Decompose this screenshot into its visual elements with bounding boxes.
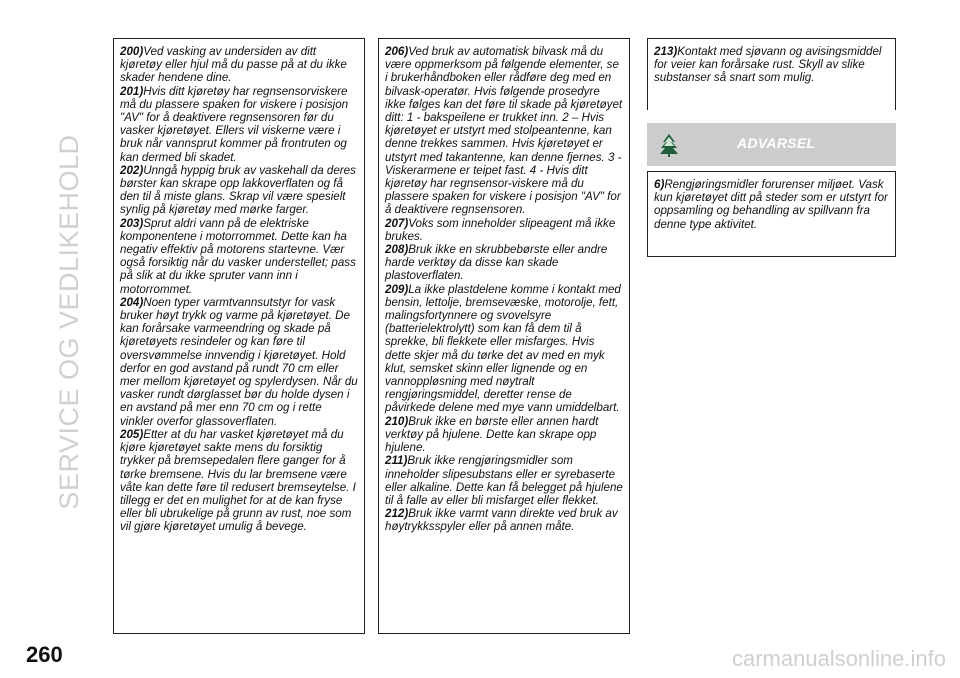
note-text: Bruk ikke rengjøringsmidler som inneholder slipesubstans eller er syrebaserte eller alkaline. Dette kan få belegget på hjulene til å falle av eller bli misfarget eller flekket. xyxy=(385,454,623,507)
note-211 xyxy=(385,454,623,507)
page-number: 260 xyxy=(26,642,63,667)
note-205 xyxy=(120,428,358,534)
note-209 xyxy=(385,283,623,415)
note-text: Bruk ikke en børste eller annen hardt verktøy på hjulene. Dette kan skrape opp hjulene. xyxy=(385,414,599,455)
warning-notes xyxy=(647,171,896,257)
notes-column-2 xyxy=(378,38,630,634)
note-text: Noen typer varmtvannsutstyr for vask bruker høyt trykk og varme på kjøretøyet. De kan forårsake varmeendring og skade på kjøretøyets resindeler og kan føre til oversvømmelse innvendig i kjøretøyet. Hold derfor en god avstand på rundt 70 cm eller mer mellom kjøretøyet og spylerdysen. Når du vasker rundt dørglasset bør du holde dysen i en avstand på mer enn 70 cm og i rette vinkler overfor glassoverflaten. xyxy=(120,295,358,428)
note-number: 212) xyxy=(385,507,409,521)
note-text: Voks som inneholder slipeagent må ikke brukes. xyxy=(385,216,616,243)
note-number: 209) xyxy=(385,282,409,296)
note-text: Ved bruk av automatisk bilvask må du være oppmerksom på følgende elementer, se i brukerhåndboken eller rådføre deg med en bilvask-operatør. Hvis følgende prosedyre ikke følges kan det føre til skade på kjøretøyet ditt: 1 - bakspeilene er trukket inn. 2 – Hvis kjøretøyet er utstyrt med stolpeantenne, kan denne trekkes sammen. Hvis kjøretøyet er utstyrt med takantenne, kan denne fjernes. 3 - Viskerarmene er teipet fast. 4 - Hvis ditt kjøretøy har regnsensor-viskere må du plassere spaken for viskere i posisjon "AV" for å deaktivere regnsensoren. xyxy=(385,45,623,217)
note-200 xyxy=(120,45,358,85)
note-number: 200) xyxy=(120,45,144,58)
warning-header xyxy=(647,123,896,166)
note-number: 206) xyxy=(385,45,409,58)
note-number: 211) xyxy=(385,454,408,468)
note-210 xyxy=(385,415,623,455)
note-text: Kontakt med sjøvann og avisingsmiddel for veier kan forårsake rust. Skyll av slike substanser så snart som mulig. xyxy=(654,45,882,85)
note-number: 208) xyxy=(385,243,409,257)
notes-column-3 xyxy=(647,38,896,110)
note-number: 202) xyxy=(120,163,144,177)
note-text: Sprut aldri vann på de elektriske komponentene i motorrommet. Dette kan ha negativ effektiv på motorens startevne. Vær også forsiktig når du vasker understellet; pass på slik at du ikke spruter vann inn i motorrommet. xyxy=(120,216,356,296)
warning-title: ADVARSEL xyxy=(737,135,816,151)
note-number: 201) xyxy=(120,84,144,98)
note-206 xyxy=(385,45,623,217)
note-text: Bruk ikke varmt vann direkte ved bruk av høytrykksspyler eller på annen måte. xyxy=(385,507,618,534)
watermark: carmanualsonline.info xyxy=(731,646,946,671)
note-text: Unngå hyppig bruk av vaskehall da deres børster kan skrape opp lakkoverflaten og få den til å miste glans. Skrap vil være spesielt synlig på kjøretøy med mørke farger. xyxy=(120,163,356,217)
note-201 xyxy=(120,85,358,164)
note-text: Bruk ikke en skrubbebørste eller andre harde verktøy da disse kan skade plastoverflaten. xyxy=(385,243,608,283)
warning-note-6 xyxy=(654,178,889,231)
note-204 xyxy=(120,296,358,428)
note-number: 210) xyxy=(385,414,409,428)
note-208 xyxy=(385,243,623,283)
tree-environment-icon xyxy=(657,132,681,158)
section-side-title: SERVICE OG VEDLIKEHOLD xyxy=(54,134,84,510)
note-203 xyxy=(120,217,358,296)
note-212 xyxy=(385,507,623,533)
note-number: 203) xyxy=(120,216,144,230)
note-text: Hvis ditt kjøretøy har regnsensorviskere må du plassere spaken for viskere i posisjon "AV" for å deaktivere regnsensoren før du vasker kjøretøyet. Ellers vil viskerne være i bruk når vannsprut kommer på frontruten og kan dermed bli skadet. xyxy=(120,84,349,164)
note-number: 213) xyxy=(654,45,678,58)
note-text: Rengjøringsmidler forurenser miljøet. Vask kun kjøretøyet ditt på steder som er utstyrt for oppsamling og behandling av spillvann fra denne type aktivitet. xyxy=(654,178,888,231)
note-text: La ikke plastdelene komme i kontakt med bensin, lettolje, bremsevæske, motorolje, fett, malingsfortynnere og svovelsyre (batterielektrolytt) som kan få dem til å sprekke, bli flekkete eller misfarges. Hvis dette skjer må du tørke det av med en myk klut, semsket skinn eller lignende og en vannoppløsning med nøytralt rengjøringsmiddel, deretter rense de påvirkede delene med mye vann umiddelbart. xyxy=(385,282,621,415)
note-number: 6) xyxy=(654,178,665,191)
note-number: 205) xyxy=(120,427,144,441)
note-207 xyxy=(385,217,623,243)
note-213 xyxy=(654,45,889,85)
note-text: Ved vasking av undersiden av ditt kjøretøy eller hjul må du passe på at du ikke skader hendene dine. xyxy=(120,45,347,85)
note-text: Etter at du har vasket kjøretøyet må du kjøre kjøretøyet sakte mens du forsiktig trykker på bremsepedalen flere ganger for å tørke bremsene. Hvis du lar bremsene være våte kan dette føre til redusert bremseytelse. I tillegg er det en mulighet for at de kan fryse eller bli ubrukelige på grunn av rust, noe som vil gjøre kjøretøyet umulig å bevege. xyxy=(120,427,356,534)
note-number: 204) xyxy=(120,295,144,309)
notes-column-1 xyxy=(113,38,365,634)
note-202 xyxy=(120,164,358,217)
note-number: 207) xyxy=(385,216,409,230)
